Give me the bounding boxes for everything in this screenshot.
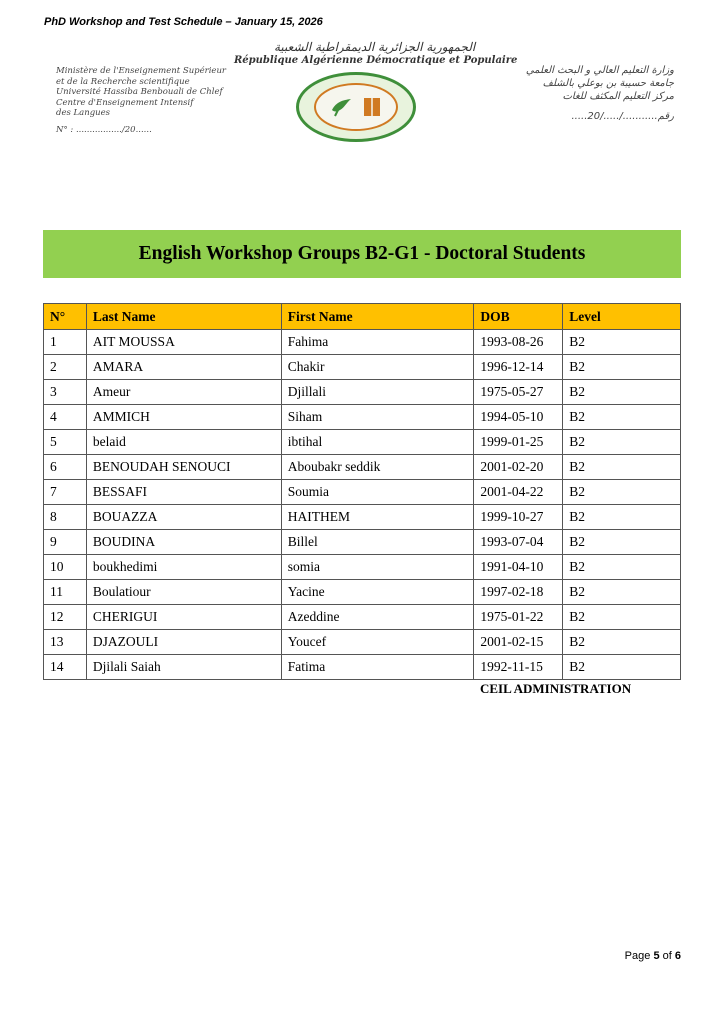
cell-first-name: Youcef (281, 630, 474, 655)
cell-number: 3 (44, 380, 87, 405)
table-row (44, 380, 681, 405)
cell-first-name: Siham (281, 405, 474, 430)
cell-number: 9 (44, 530, 87, 555)
cell-first-name: Yacine (281, 580, 474, 605)
cell-dob: 1975-01-22 (474, 605, 563, 630)
institution-line-ar: جامعة حسيبة بن بوعلي بالشلف (542, 78, 674, 89)
page-current: 5 (653, 950, 660, 962)
table-row (44, 480, 681, 505)
cell-last-name: boukhedimi (86, 555, 281, 580)
running-header: PhD Workshop and Test Schedule – January 15, 2026 (44, 16, 323, 28)
university-seal-logo (296, 72, 416, 142)
cell-last-name: AMARA (86, 355, 281, 380)
cell-last-name: BESSAFI (86, 480, 281, 505)
institution-line: Centre d'Enseignement Intensif (56, 97, 194, 108)
cell-dob: 2001-02-15 (474, 630, 563, 655)
cell-last-name: Djilali Saiah (86, 655, 281, 680)
cell-level: B2 (563, 555, 681, 580)
cell-last-name: belaid (86, 430, 281, 455)
column-header-last-name: Last Name (86, 304, 281, 330)
cell-number: 6 (44, 455, 87, 480)
cell-number: 12 (44, 605, 87, 630)
student-roster-table (43, 303, 681, 680)
cell-number: 1 (44, 330, 87, 355)
cell-last-name: BOUAZZA (86, 505, 281, 530)
table-header-row (44, 304, 681, 330)
cell-dob: 1996-12-14 (474, 355, 563, 380)
cell-level: B2 (563, 355, 681, 380)
book-icon (361, 94, 383, 120)
page-of: of (662, 950, 672, 962)
document-title: English Workshop Groups B2-G1 - Doctoral Students (138, 243, 586, 264)
table-row (44, 455, 681, 480)
table-row (44, 530, 681, 555)
cell-dob: 1975-05-27 (474, 380, 563, 405)
table-row (44, 430, 681, 455)
cell-number: 5 (44, 430, 87, 455)
table-row (44, 555, 681, 580)
seal-emblem-icon (314, 83, 398, 131)
cell-dob: 1999-01-25 (474, 430, 563, 455)
page-number (625, 950, 681, 962)
cell-number: 8 (44, 505, 87, 530)
institution-line: des Langues (56, 108, 111, 118)
cell-level: B2 (563, 605, 681, 630)
cell-dob: 1993-07-04 (474, 530, 563, 555)
cell-number: 2 (44, 355, 87, 380)
institution-line-ar: مركز التعليم المكثف للغات (562, 91, 674, 102)
title-banner (43, 230, 681, 278)
cell-number: 14 (44, 655, 87, 680)
table-body (44, 330, 681, 680)
cell-number: 11 (44, 580, 87, 605)
cell-first-name: Azeddine (281, 605, 474, 630)
column-header-dob: DOB (474, 304, 563, 330)
table-row (44, 655, 681, 680)
cell-last-name: AMMICH (86, 405, 281, 430)
cell-level: B2 (563, 655, 681, 680)
cell-number: 13 (44, 630, 87, 655)
signature-block: CEIL ADMINISTRATION (480, 681, 632, 696)
cell-dob: 1992-11-15 (474, 655, 563, 680)
institution-line: Université Hassiba Benbouali de Chlef (56, 87, 223, 97)
cell-last-name: Ameur (86, 380, 281, 405)
cell-first-name: Djillali (281, 380, 474, 405)
letterhead-institution-fr (56, 66, 276, 135)
cell-first-name: Fatima (281, 655, 474, 680)
cell-dob: 1999-10-27 (474, 505, 563, 530)
cell-number: 4 (44, 405, 87, 430)
page-total: 6 (674, 950, 681, 962)
cell-first-name: somia (281, 555, 474, 580)
cell-level: B2 (563, 455, 681, 480)
cell-first-name: ibtihal (281, 430, 474, 455)
cell-level: B2 (563, 430, 681, 455)
cell-last-name: Boulatiour (86, 580, 281, 605)
page-label: Page (624, 950, 651, 962)
table-row (44, 605, 681, 630)
cell-level: B2 (563, 580, 681, 605)
cell-last-name: CHERIGUI (86, 605, 281, 630)
cell-first-name: Soumia (281, 480, 474, 505)
reference-number-ar: رقم.........../...../20..... (571, 111, 674, 122)
cell-first-name: Aboubakr seddik (281, 455, 474, 480)
table-row (44, 630, 681, 655)
cell-dob: 1993-08-26 (474, 330, 563, 355)
cell-dob: 1994-05-10 (474, 405, 563, 430)
cell-level: B2 (563, 330, 681, 355)
institution-line-ar: وزارة التعليم العالي و البحث العلمي (525, 65, 674, 76)
cell-level: B2 (563, 380, 681, 405)
cell-level: B2 (563, 630, 681, 655)
institution-line: Ministère de l'Enseignement Supérieur (56, 66, 226, 76)
cell-dob: 1991-04-10 (474, 555, 563, 580)
cell-number: 10 (44, 555, 87, 580)
cell-first-name: Fahima (281, 330, 474, 355)
table-row (44, 330, 681, 355)
cell-last-name: BENOUDAH SENOUCI (86, 455, 281, 480)
cell-dob: 1997-02-18 (474, 580, 563, 605)
letterhead (44, 38, 684, 135)
cell-number: 7 (44, 480, 87, 505)
cell-level: B2 (563, 480, 681, 505)
letterhead-arabic-title: الجمهورية الجزائرية الديمقراطية الشعبية (274, 40, 476, 54)
cell-level: B2 (563, 405, 681, 430)
column-header-first-name: First Name (281, 304, 474, 330)
dove-icon (329, 94, 355, 120)
table-row (44, 355, 681, 380)
cell-first-name: HAITHEM (281, 505, 474, 530)
cell-level: B2 (563, 530, 681, 555)
letterhead-institution-ar (474, 64, 674, 123)
cell-first-name: Chakir (281, 355, 474, 380)
letterhead-french-title: République Algérienne Démocratique et Populaire (234, 55, 518, 66)
cell-dob: 2001-02-20 (474, 455, 563, 480)
table-row (44, 580, 681, 605)
cell-first-name: Billel (281, 530, 474, 555)
cell-dob: 2001-04-22 (474, 480, 563, 505)
cell-last-name: BOUDINA (86, 530, 281, 555)
column-header-number: N° (44, 304, 87, 330)
cell-last-name: AIT MOUSSA (86, 330, 281, 355)
column-header-level: Level (563, 304, 681, 330)
table-row (44, 405, 681, 430)
institution-line: et de la Recherche scientifique (56, 76, 190, 87)
reference-number-fr: N° : ................./20...... (56, 124, 152, 135)
cell-last-name: DJAZOULI (86, 630, 281, 655)
table-row (44, 505, 681, 530)
cell-level: B2 (563, 505, 681, 530)
